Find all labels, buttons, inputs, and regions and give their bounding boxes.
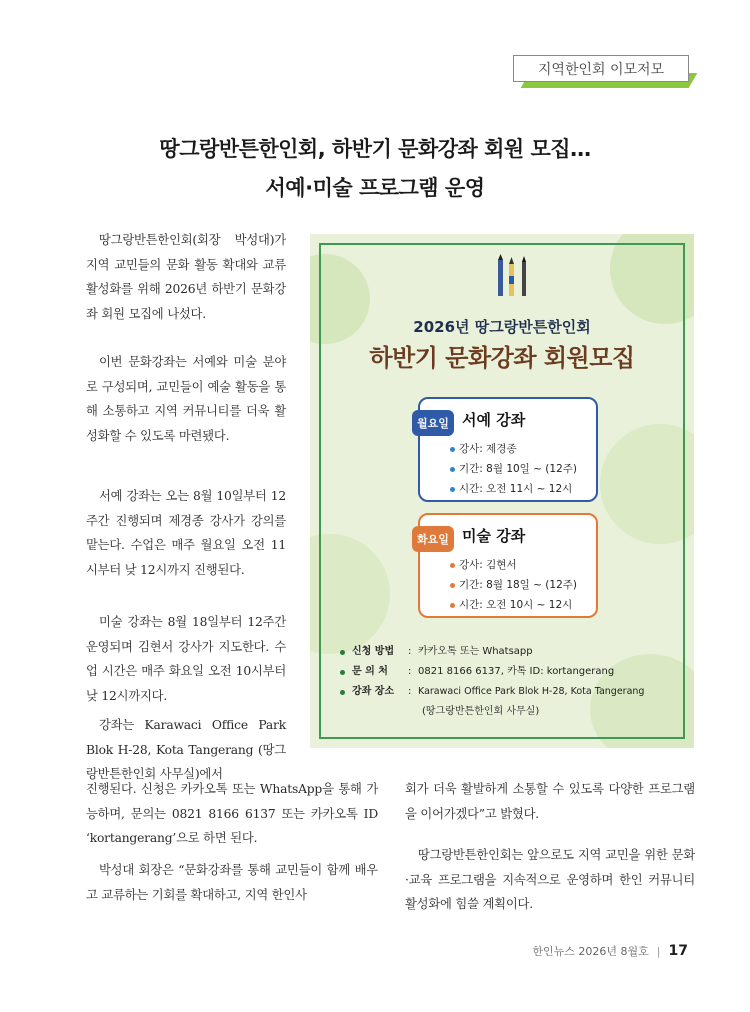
event-poster [310, 234, 694, 748]
article-paragraph-7: 땅그랑반튼한인회는 앞으로도 지역 교민을 위한 문화·교육 프로그램을 지속적으로 운영하며 한인 커뮤니티 활성화에 힘쓸 계획이다. [405, 848, 695, 911]
article-paragraph-5: 강좌는 Karawaci Office Park Blok H-28, Kota Tangerang (땅그랑반튼한인회 사무실)에서 [86, 718, 286, 781]
course-name: 서예 강좌 [462, 411, 526, 429]
course-detail-item: 강사: 제경종 [450, 439, 577, 459]
article-paragraph-1: 땅그랑반튼한인회(회장 박성대)가 지역 교민들의 문화 활동 확대와 교류 활성화를 위해 2026년 하반기 문화강좌 회원 모집에 나섰다. [86, 233, 286, 321]
course-card-art [418, 513, 598, 618]
info-label: 신청 방법 [352, 646, 395, 657]
bullet-icon [340, 670, 345, 675]
course-detail-item: 시간: 오전 11시 ~ 12시 [450, 479, 577, 499]
course-detail-item: 기간: 8월 10일 ~ (12주) [450, 459, 577, 479]
article-paragraph-6: 박성대 회장은 “문화강좌를 통해 교민들이 함께 배우고 교류하는 기회를 확대하고, 지역 한인사 [86, 863, 378, 902]
course-name: 미술 강좌 [462, 527, 526, 545]
day-badge: 화요일 [412, 526, 454, 552]
info-colon: : [408, 646, 412, 657]
headline-line-2: 서예·미술 프로그램 운영 [265, 176, 485, 200]
page-footer [532, 943, 688, 959]
article-paragraph-6-continued: 회가 더욱 활발하게 소통할 수 있도록 다양한 프로그램을 이어가겠다”고 밝혔다. [405, 782, 695, 821]
footer-separator: | [656, 944, 661, 958]
course-detail-item: 시간: 오전 10시 ~ 12시 [450, 595, 577, 615]
bullet-icon [340, 690, 345, 695]
info-value: (땅그랑반튼한인회 사무실) [422, 706, 540, 717]
poster-year-line: 2026년 땅그랑반튼한인회 [413, 318, 591, 336]
publication-name: 한인뉴스 2026년 8월호 [532, 945, 649, 958]
article-paragraph-3: 서예 강좌는 오는 8월 10일부터 12주간 진행되며 제경종 강사가 강의를 맡는다. 수업은 매주 월요일 오전 11시부터 낮 12시까지 진행된다. [86, 489, 286, 577]
course-card-calligraphy [418, 397, 598, 502]
course-detail-item: 강사: 김현서 [450, 555, 577, 575]
info-label: 문 의 처 [352, 666, 388, 677]
info-value: 카카오톡 또는 Whatsapp [418, 646, 533, 657]
course-details [450, 555, 577, 615]
info-value: Karawaci Office Park Blok H-28, Kota Tangerang [418, 686, 645, 697]
info-colon: : [408, 666, 412, 677]
bullet-icon [340, 650, 345, 655]
info-value: 0821 8166 6137, 카톡 ID: kortangerang [418, 666, 615, 677]
section-tag-label: 지역한인회 이모저모 [513, 55, 689, 82]
section-tag [513, 55, 689, 85]
article-paragraph-4: 미술 강좌는 8월 18일부터 12주간 운영되며 김현서 강사가 지도한다. 수업 시간은 매주 화요일 오전 10시부터 낮 12시까지다. [86, 615, 286, 703]
day-badge: 월요일 [412, 410, 454, 436]
headline-line-1: 땅그랑반튼한인회, 하반기 문화강좌 회원 모집… [159, 137, 591, 161]
info-colon: : [408, 686, 412, 697]
article-paragraph-2: 이번 문화강좌는 서예와 미술 분야로 구성되며, 교민들이 예술 활동을 통해 소통하고 지역 커뮤니티를 더욱 활성화할 수 있도록 마련됐다. [86, 355, 286, 443]
info-label: 강좌 장소 [352, 686, 395, 697]
course-detail-item: 기간: 8월 18일 ~ (12주) [450, 575, 577, 595]
poster-title: 하반기 문화강좌 회원모집 [369, 344, 635, 372]
course-details [450, 439, 577, 499]
brush-pencil-icon [494, 254, 534, 298]
page-number: 17 [668, 943, 688, 959]
article-paragraph-5-continued: 진행된다. 신청은 카카오톡 또는 WhatsApp을 통해 가능하며, 문의는 0821 8166 6137 또는 카카오톡 ID ‘kortangerang’으로 하면 된다. [86, 782, 378, 845]
